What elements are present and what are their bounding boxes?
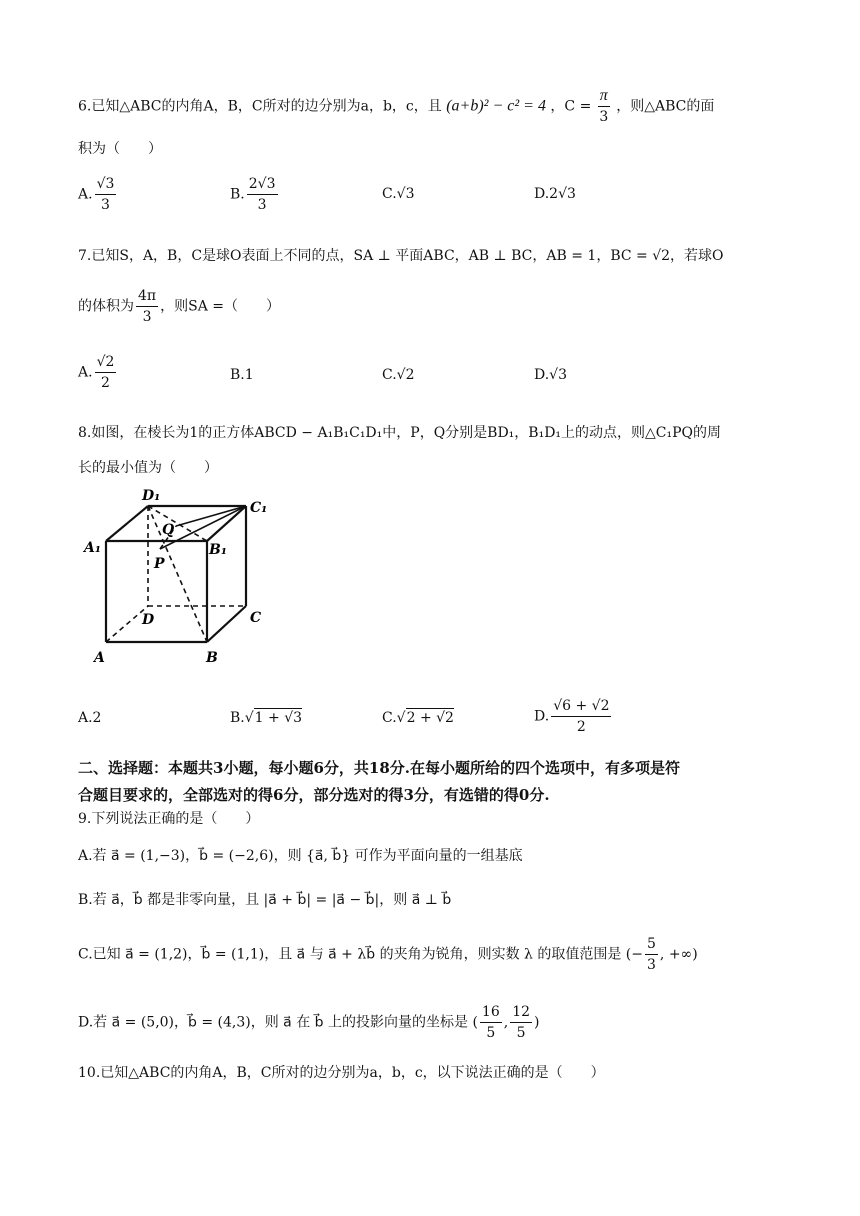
q7-option-b: B.1 bbox=[230, 367, 254, 383]
q6-option-b: B. $\frac{2√3}{3}$ bbox=[230, 176, 276, 213]
q9-option-c: C.已知 a⃗ = (1,2)，b⃗ = (1,1)，且 a⃗ 与 a⃗ + λb⃗ 的夹角为锐角，则实数 λ 的取值范围是 (− $\frac{5}{3}$ , +∞) bbox=[78, 936, 698, 973]
q9-stem: 9.下列说法正确的是（ ） bbox=[78, 811, 260, 827]
label-a1: A₁ bbox=[84, 540, 101, 556]
q7-line2: 的体积为 $\frac{4\pi}{3}$ ，则SA =（ ） bbox=[78, 288, 280, 325]
label-d1: D₁ bbox=[142, 488, 161, 504]
q8-line2: 长的最小值为（ ） bbox=[78, 460, 218, 476]
q7-option-c: C.√2 bbox=[382, 367, 415, 383]
q8-option-d: D. $\frac{√6 + √2}{2}$ bbox=[534, 698, 610, 735]
label-a: A bbox=[94, 650, 105, 666]
q6-stem-part1: 6.已知△ABC的内角A，B，C所对的边分别为a，b，c，且 bbox=[78, 98, 442, 115]
label-d: D bbox=[142, 612, 155, 628]
q9-option-d: D.若 a⃗ = (5,0)，b⃗ = (4,3)，则 a⃗ 在 b⃗ 上的投影向量的坐标是 ( $\frac{16}{5}$ , $\frac{12}{5}$ ) bbox=[78, 1004, 540, 1041]
q6-angle-c: ，C = bbox=[550, 98, 592, 115]
q10-stem: 10.已知△ABC的内角A，B，C所对的边分别为a，b，c，以下说法正确的是（ ） bbox=[78, 1065, 605, 1081]
label-q: Q bbox=[162, 522, 175, 538]
q8-line1: 8.如图，在棱长为1的正方体ABCD − A₁B₁C₁D₁中，P，Q分别是BD₁，B₁D₁上的动点，则△C₁PQ的周 bbox=[78, 425, 722, 441]
q7-line1: 7.已知S，A，B，C是球O表面上不同的点，SA ⊥ 平面ABC，AB ⊥ BC，AB = 1，BC = √2，若球O bbox=[78, 248, 724, 264]
q6-stem-part3: ，则△ABC的面 bbox=[616, 98, 715, 115]
q9-option-b: B.若 a⃗，b⃗ 都是非零向量，且 |a⃗ + b⃗| = |a⃗ − b⃗|，则 a⃗ ⊥ b⃗ bbox=[78, 892, 452, 908]
q6-option-c: C.√3 bbox=[382, 186, 415, 202]
q8-option-c: C.√2 + √2 bbox=[382, 710, 454, 726]
q6-option-d: D.2√3 bbox=[534, 186, 576, 202]
q9-option-a: A.若 a⃗ = (1,−3)，b⃗ = (−2,6)，则 {a⃗, b⃗} 可作为平面向量的一组基底 bbox=[78, 848, 523, 864]
cube-figure bbox=[80, 486, 280, 666]
q8-option-b: B.√1 + √3 bbox=[230, 710, 303, 726]
label-c1: C₁ bbox=[250, 500, 268, 516]
q6-option-a: A. $\frac{√3}{3}$ bbox=[78, 176, 115, 213]
label-c: C bbox=[250, 610, 262, 626]
q7-volume-fraction: $\frac{4\pi}{3}$ bbox=[138, 288, 157, 325]
q8-option-a: A.2 bbox=[78, 710, 102, 726]
label-b1: B₁ bbox=[209, 542, 227, 558]
q7-option-a: A. $\frac{√2}{2}$ bbox=[78, 354, 115, 391]
section2-heading-line1: 二、选择题：本题共3小题，每小题6分，共18分.在每小题所给的四个选项中，有多项是符 bbox=[78, 759, 680, 777]
section2-heading-line2: 合题目要求的，全部选对的得6分，部分选对的得3分，有选错的得0分. bbox=[78, 786, 550, 804]
q7-option-d: D.√3 bbox=[534, 367, 568, 383]
q6-line2: 积为（ ） bbox=[78, 141, 162, 157]
q6-pi-over-3: $\frac{\pi}{3}$ bbox=[599, 87, 609, 125]
q6-line1 bbox=[78, 86, 714, 127]
label-b: B bbox=[206, 650, 218, 666]
q6-condition: (a+b)² − c² = 4 bbox=[446, 97, 546, 115]
label-p: P bbox=[154, 556, 165, 572]
